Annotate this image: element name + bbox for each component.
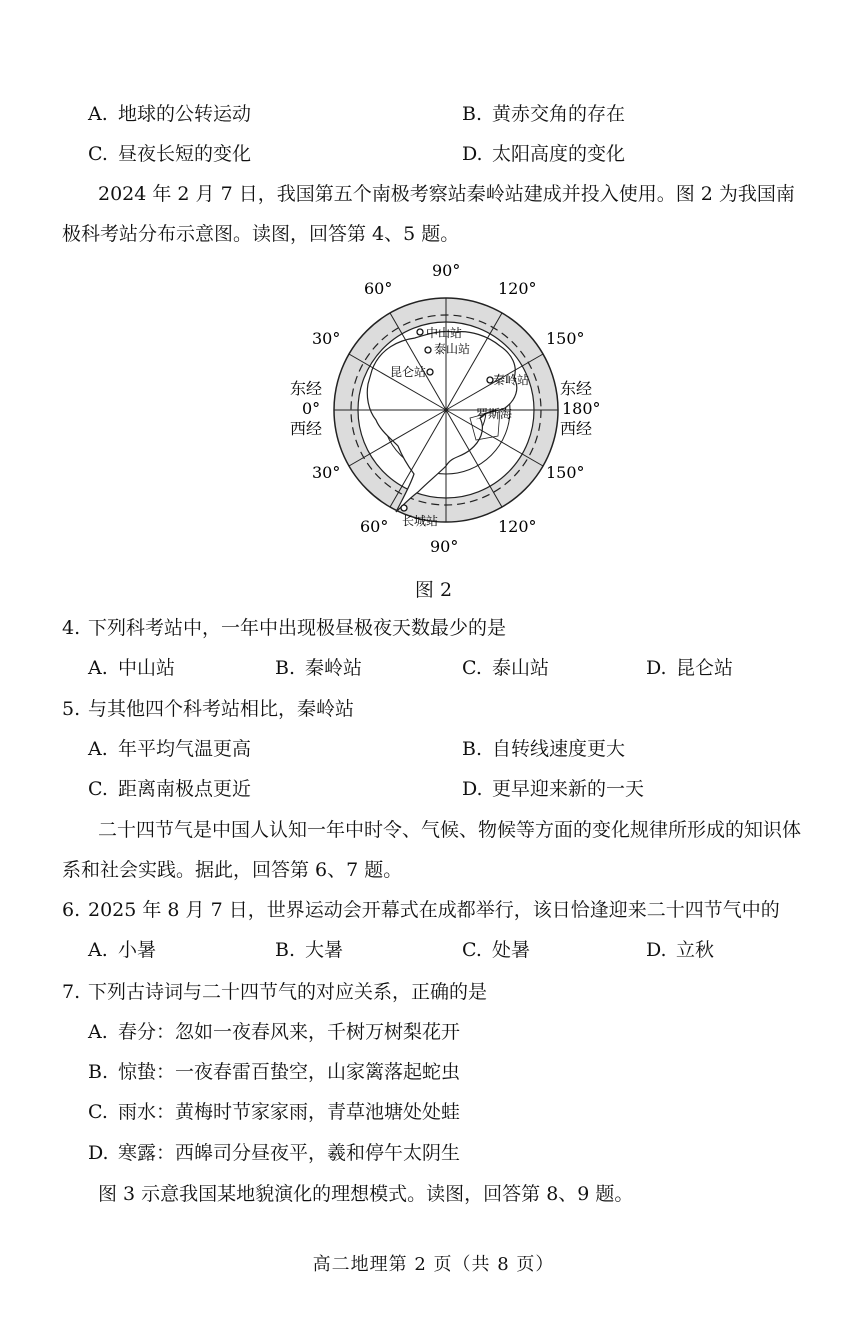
q4-option-a [88,656,175,680]
q4-option-d [646,656,733,680]
label-30-upper-left: 30° [312,329,341,348]
option-label: C. [88,143,108,165]
q4-option-b [275,656,362,680]
label-zero: 0° [302,399,321,418]
label-60-bottom-left: 60° [360,517,389,536]
figure-caption: 图 2 [414,579,453,601]
intro-paragraph-8-9: 图 3 示意我国某地貌演化的理想模式。读图，回答第 8、9 题。 [98,1183,634,1205]
option-label: D. [646,657,667,679]
q6-option-a [88,938,156,962]
q6-option-c [462,938,530,962]
label-60-top-left: 60° [364,279,393,298]
q4-option-c [462,656,549,680]
option-label: B. [462,738,483,760]
q6-option-d [646,938,714,962]
q7-option-b [88,1060,460,1084]
option-text: 更早迎来新的一天 [492,778,645,800]
antarctic-station-map [0,260,867,570]
option-label: B. [462,103,483,125]
option-text: 黄赤交角的存在 [492,103,626,125]
option-label: D. [462,778,483,800]
kunlun-label: 昆仑站 [390,365,427,379]
q3-option-c [88,142,251,166]
qinling-label: 秦岭站 [493,373,530,387]
option-text: 自转线速度更大 [492,738,626,760]
option-text: 处暑 [492,939,531,961]
label-150-lower-right: 150° [546,463,585,482]
option-text: 地球的公转运动 [118,103,252,125]
option-label: D. [462,143,483,165]
option-text: 秦岭站 [305,657,363,679]
option-label: B. [275,657,296,679]
label-west-right: 西经 [560,419,593,438]
option-label: C. [462,657,482,679]
q3-option-d [462,142,625,166]
option-text: 春分：忽如一夜春风来，千树万树梨花开 [118,1021,461,1043]
ross-sea-label: 罗斯海 [476,407,513,421]
page-footer: 高二地理第 2 页（共 8 页） [312,1254,555,1275]
option-label: A. [88,738,108,760]
q7-stem [62,980,487,1004]
q7-option-c [88,1100,460,1124]
option-label: B. [275,939,296,961]
q6-option-b [275,938,343,962]
option-text: 小暑 [118,939,157,961]
changcheng-label: 长城站 [402,514,439,528]
label-120-top-right: 120° [498,279,537,298]
option-text: 中山站 [118,657,176,679]
option-text: 距离南极点更近 [118,778,252,800]
option-text: 太阳高度的变化 [492,143,626,165]
option-text: 年平均气温更高 [118,738,252,760]
label-90-bottom: 90° [430,537,459,556]
option-label: A. [88,939,108,961]
option-label: D. [646,939,667,961]
question-text: 下列古诗词与二十四节气的对应关系，正确的是 [88,981,488,1003]
option-label: C. [88,1101,108,1123]
q4-stem [62,616,506,640]
label-west-left: 西经 [290,419,323,438]
q5-option-b [462,737,625,761]
label-east-left: 东经 [290,379,323,398]
taishan-station-marker [425,347,431,353]
option-text: 泰山站 [492,657,550,679]
zhongshan-station-marker [417,329,423,335]
option-text: 寒露：西皞司分昼夜平，羲和停午太阴生 [118,1142,461,1164]
zhongshan-label: 中山站 [426,326,463,340]
question-text: 下列科考站中，一年中出现极昼极夜天数最少的是 [88,617,507,639]
question-text: 2025 年 8 月 7 日，世界运动会开幕式在成都举行，该日恰逢迎来二十四节气中的 [88,899,780,921]
option-text: 立秋 [676,939,715,961]
label-east-right: 东经 [560,379,593,398]
option-text: 昆仑站 [676,657,734,679]
option-label: A. [88,103,108,125]
q5-stem [62,697,354,721]
q3-option-a [88,102,251,126]
label-180: 180° [562,399,601,418]
taishan-label: 泰山站 [434,342,471,356]
question-number: 7. [62,981,81,1003]
option-text: 雨水：黄梅时节家家雨，青草池塘处处蛙 [118,1101,461,1123]
question-text: 与其他四个科考站相比，秦岭站 [88,698,355,720]
q7-option-a [88,1020,460,1044]
intro-paragraph-6-7: 二十四节气是中国人认知一年中时令、气候、物候等方面的变化规律所形成的知识体系和社会实践。据此，回答第 6、7 题。 [62,819,802,881]
label-90-top: 90° [432,261,461,280]
q6-stem [62,898,780,922]
q5-option-d [462,777,644,801]
question-number: 5. [62,698,81,720]
option-text: 惊蛰：一夜春雷百蛰空，山家篱落起蛇虫 [118,1061,461,1083]
option-label: C. [462,939,482,961]
option-text: 昼夜长短的变化 [118,143,252,165]
q5-option-c [88,777,251,801]
kunlun-station-marker [427,369,433,375]
option-label: A. [88,657,108,679]
question-number: 6. [62,899,81,921]
question-number: 4. [62,617,81,639]
label-120-bottom-right: 120° [498,517,537,536]
q3-option-b [462,102,625,126]
intro-paragraph-4-5: 2024 年 2 月 7 日，我国第五个南极考察站秦岭站建成并投入使用。图 2 为我国南极科考站分布示意图。读图，回答第 4、5 题。 [62,183,795,245]
label-150-upper-right: 150° [546,329,585,348]
q5-option-a [88,737,251,761]
option-label: A. [88,1021,108,1043]
option-text: 大暑 [305,939,344,961]
option-label: C. [88,778,108,800]
option-label: D. [88,1142,109,1164]
label-30-lower-left: 30° [312,463,341,482]
q7-option-d [88,1141,460,1165]
changcheng-station-marker [401,505,407,511]
option-label: B. [88,1061,109,1083]
